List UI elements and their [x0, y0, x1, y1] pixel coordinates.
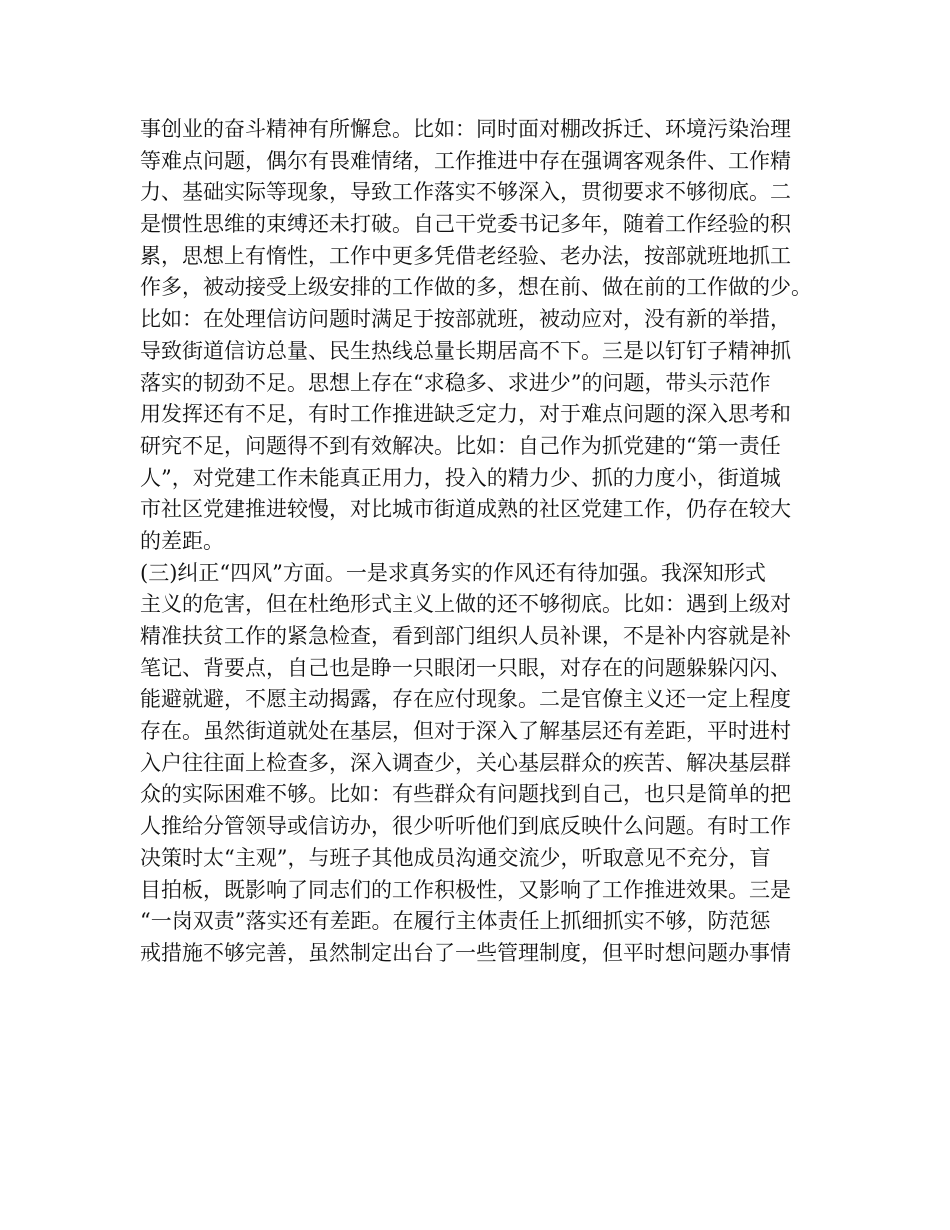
text-line: 精准扶贫工作的紧急检查，看到部门组织人员补课，不是补内容就是补: [140, 624, 791, 648]
section-heading-line: (三)纠正“四风”方面。一是求真务实的作风还有待加强。我深知形式: [140, 560, 766, 585]
text-line: 研究不足，问题得不到有效解决。比如：自己作为抓党建的“第一责任: [140, 433, 781, 458]
text-line: 力、基础实际等现象，导致工作落实不够深入，贯彻要求不够彻底。二: [140, 180, 791, 205]
text-line: 目拍板，既影响了同志们的工作积极性，又影响了工作推进效果。三是: [140, 877, 791, 902]
text-line: 众的实际困难不够。比如：有些群众有问题找到自己，也只是简单的把: [140, 782, 791, 807]
text-line: 主义的危害，但在杜绝形式主义上做的还不够彻底。比如：遇到上级对: [140, 592, 791, 617]
text-line: 导致街道信访总量、民生热线总量长期居高不下。三是以钉钉子精神抓: [140, 338, 791, 363]
text-line: 存在。虽然街道就处在基层，但对于深入了解基层还有差距，平时进村: [140, 719, 791, 744]
text-line: 能避就避，不愿主动揭露，存在应付现象。二是官僚主义还一定上程度: [140, 687, 791, 712]
text-line: 落实的韧劲不足。思想上存在“求稳多、求进少”的问题，带头示范作: [140, 370, 771, 395]
text-line: 比如：在处理信访问题时满足于按部就班，被动应对，没有新的举措，: [140, 307, 791, 332]
text-line: 累，思想上有惰性，工作中更多凭借老经验、老办法，按部就班地抓工: [140, 243, 791, 268]
text-line: 作多，被动接受上级安排的工作做的多，想在前、做在前的工作做的少。: [140, 275, 812, 300]
text-line: 入户往往面上检查多，深入调查少，关心基层群众的疾苦、解决基层群: [140, 750, 791, 775]
text-line: 市社区党建推进较慢，对比城市街道成熟的社区党建工作，仍存在较大: [140, 497, 791, 522]
text-line: 等难点问题，偶尔有畏难情绪，工作推进中存在强调客观条件、工作精: [140, 148, 791, 173]
text-line: 用发挥还有不足，有时工作推进缺乏定力，对于难点问题的深入思考和: [140, 402, 791, 427]
text-line: 人”，对党建工作未能真正用力，投入的精力少、抓的力度小，街道城: [140, 465, 781, 490]
text-line: 事创业的奋斗精神有所懈怠。比如：同时面对棚改拆迁、环境污染治理: [140, 117, 791, 141]
text-line: 决策时太“主观”，与班子其他成员沟通交流少，听取意见不充分，盲: [140, 845, 771, 870]
text-line: 笔记、背要点，自己也是睁一只眼闭一只眼，对存在的问题躲躲闪闪、: [140, 655, 791, 680]
text-line: 的差距。: [140, 528, 224, 553]
text-line: 戒措施不够完善，虽然制定出台了一些管理制度，但平时想问题办事情: [140, 940, 791, 965]
text-line: 是惯性思维的束缚还未打破。自己干党委书记多年，随着工作经验的积: [140, 212, 791, 237]
body-text: [140, 114, 830, 970]
text-line: “一岗双责”落实还有差距。在履行主体责任上抓细抓实不够，防范惩: [140, 909, 771, 934]
text-line: 人推给分管领导或信访办，很少听听他们到底反映什么问题。有时工作: [140, 814, 791, 839]
